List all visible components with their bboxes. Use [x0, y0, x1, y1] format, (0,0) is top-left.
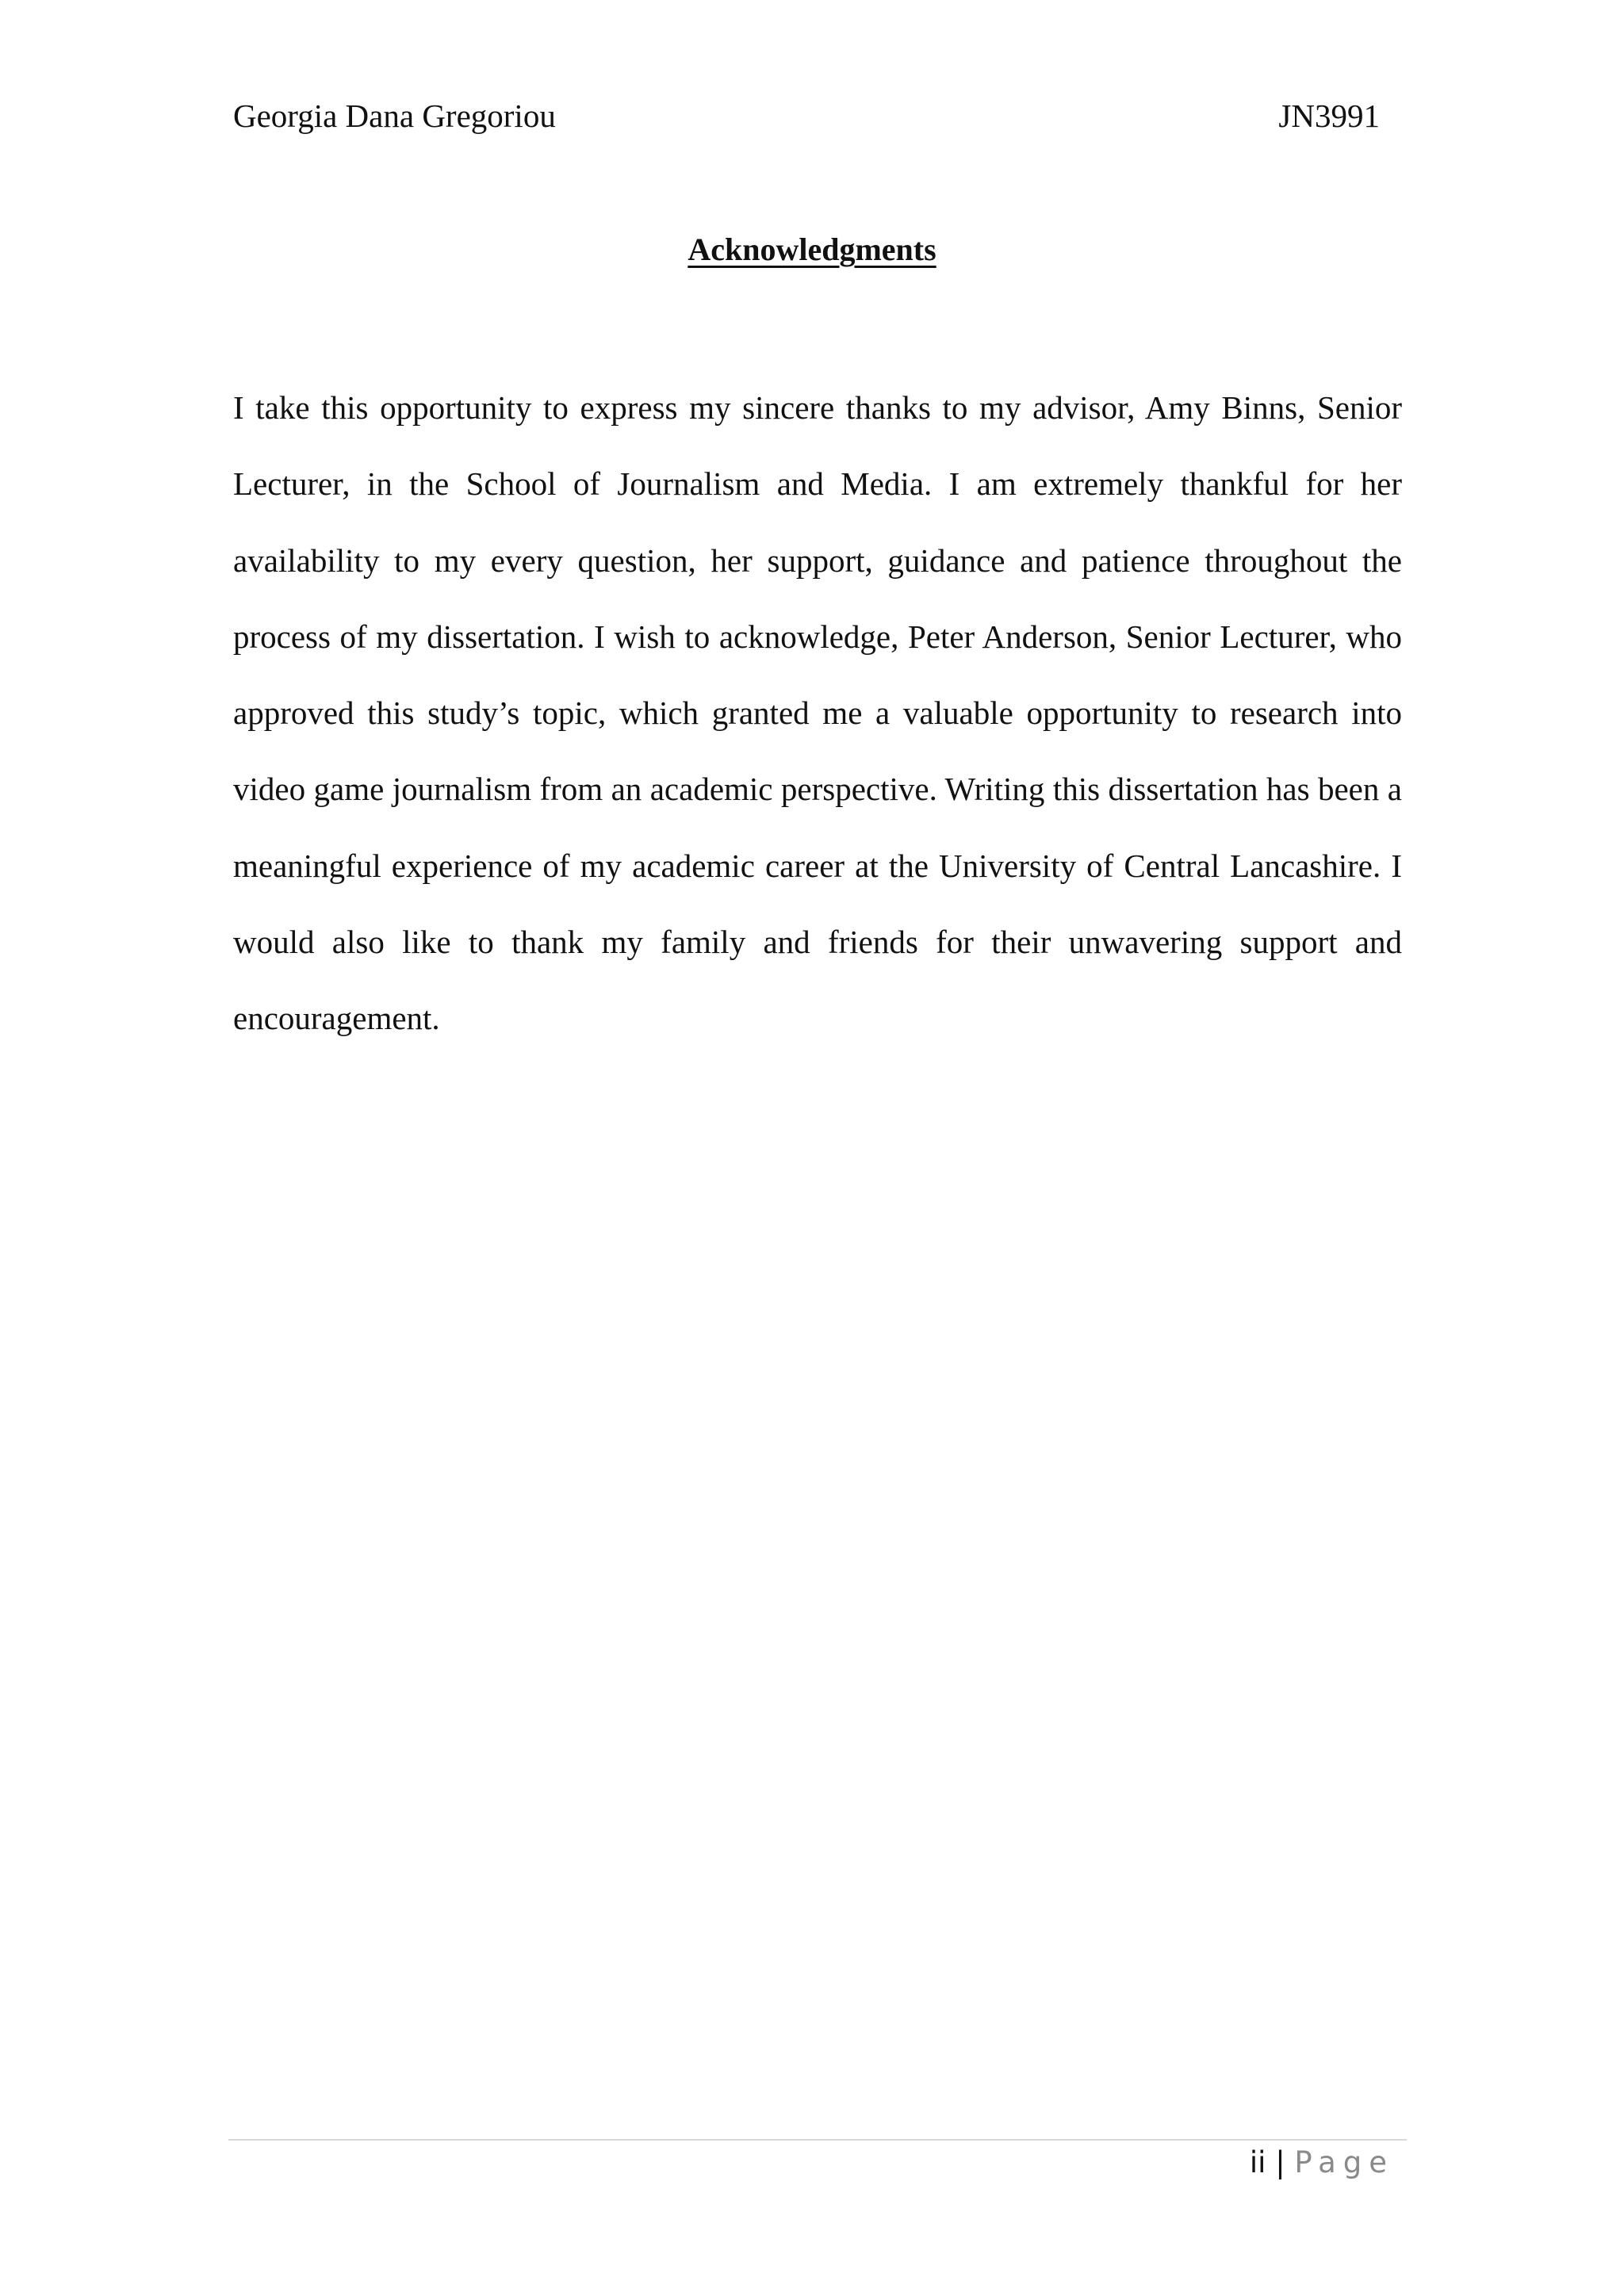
page-separator: |: [1275, 2145, 1285, 2179]
page-footer: [1250, 2142, 1394, 2183]
section-title: Acknowledgments: [688, 232, 936, 267]
page-label: Page: [1294, 2145, 1394, 2179]
footer-divider: [228, 2139, 1407, 2141]
page-number: ii: [1249, 2145, 1266, 2179]
header-module-code: JN3991: [1278, 98, 1380, 134]
header-author: Georgia Dana Gregoriou: [233, 98, 556, 134]
acknowledgments-paragraph: I take this opportunity to express my sincere thanks to my advisor, Amy Binns, Senior Lecturer, in the School of Journalism and Media. I am extremely thankful for her availability to my every question, her support, guidance and patience throughout the process of my dissertation. I wish to acknowledge, Peter Anderson, Senior Lecturer, who approved this study’s topic, which granted me a valuable opportunity to research into video game journalism from an academic perspective. Writing this dissertation has been a meaningful experience of my academic career at the University of Central Lancashire. I would also like to thank my family and friends for their unwavering support and encouragement.: [233, 389, 1402, 1037]
